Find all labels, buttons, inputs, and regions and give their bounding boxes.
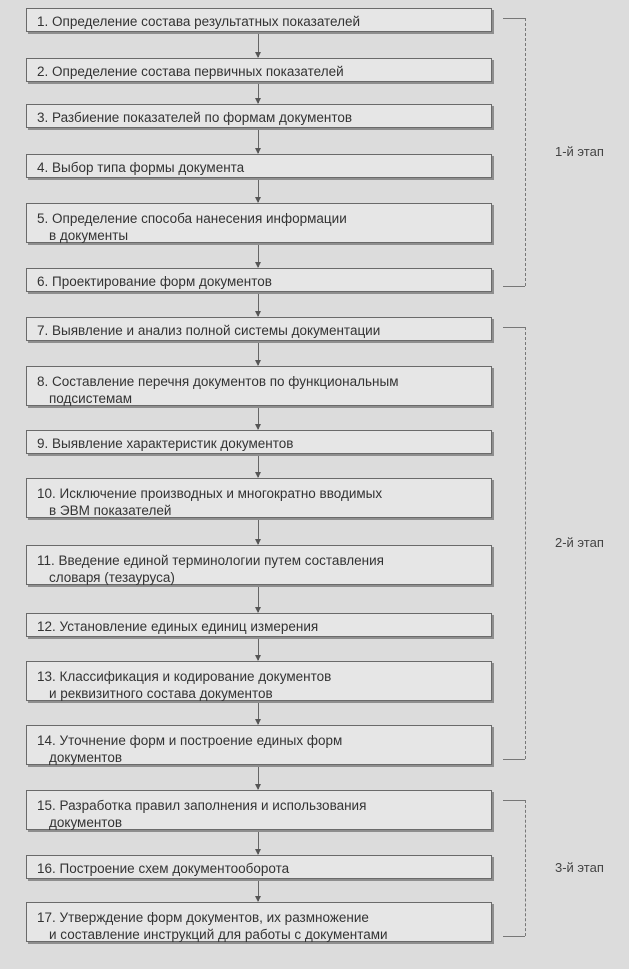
connector-arrow	[258, 456, 259, 477]
step-text: 9. Выявление характеристик документов	[37, 436, 294, 451]
step-text: подсистемам	[49, 391, 133, 406]
stage-bracket-bottom	[503, 286, 525, 287]
step-box-8	[26, 366, 492, 406]
step-text: 17. Утверждение форм документов, их размножение	[37, 910, 369, 925]
step-text: словаря (тезауруса)	[49, 570, 175, 585]
step-text: 16. Построение схем документооборота	[37, 861, 290, 876]
step-box-6	[26, 268, 492, 292]
step-box-10	[26, 478, 492, 518]
step-text: 5. Определение способа нанесения информации	[37, 211, 347, 226]
stage-bracket-top	[503, 18, 525, 19]
step-box-16	[26, 855, 492, 879]
step-text: 3. Разбиение показателей по формам документов	[37, 110, 353, 125]
connector-arrow	[258, 639, 259, 660]
connector-arrow	[258, 520, 259, 544]
connector-arrow	[258, 832, 259, 854]
connector-arrow	[258, 84, 259, 103]
step-text: в документы	[49, 228, 129, 243]
step-text: 4. Выбор типа формы документа	[37, 160, 245, 175]
step-box-17	[26, 902, 492, 942]
step-text: и реквизитного состава документов	[49, 686, 273, 701]
stage-label: 1-й этап	[555, 144, 604, 159]
step-text: 12. Установление единых единиц измерения	[37, 619, 319, 634]
stage-label: 3-й этап	[555, 860, 604, 875]
connector-arrow	[258, 34, 259, 57]
step-box-2	[26, 58, 492, 82]
step-text: 2. Определение состава первичных показателей	[37, 64, 344, 79]
step-box-7	[26, 317, 492, 341]
stage-bracket-bottom	[503, 936, 525, 937]
stage-bracket-top	[503, 800, 525, 801]
connector-arrow	[258, 767, 259, 789]
connector-arrow	[258, 703, 259, 724]
step-box-12	[26, 613, 492, 637]
step-text: 8. Составление перечня документов по функциональным	[37, 374, 399, 389]
connector-arrow	[258, 294, 259, 316]
step-box-1	[26, 8, 492, 32]
connector-arrow	[258, 130, 259, 153]
step-box-14	[26, 725, 492, 765]
step-text: 13. Классификация и кодирование документов	[37, 669, 332, 684]
stage-bracket-line	[525, 800, 526, 936]
step-text: документов	[49, 750, 122, 765]
step-text: и составление инструкций для работы с документами	[49, 927, 388, 942]
step-text: 15. Разработка правил заполнения и использования	[37, 798, 367, 813]
step-text: в ЭВМ показателей	[49, 503, 172, 518]
step-box-11	[26, 545, 492, 585]
step-text: 14. Уточнение форм и построение единых форм	[37, 733, 343, 748]
connector-arrow	[258, 408, 259, 429]
step-text: документов	[49, 815, 122, 830]
step-text: 7. Выявление и анализ полной системы документации	[37, 323, 381, 338]
connector-arrow	[258, 343, 259, 365]
stage-bracket-bottom	[503, 759, 525, 760]
step-box-13	[26, 661, 492, 701]
stage-label: 2-й этап	[555, 535, 604, 550]
stage-bracket-top	[503, 327, 525, 328]
connector-arrow	[258, 180, 259, 202]
stage-bracket-line	[525, 18, 526, 286]
step-box-15	[26, 790, 492, 830]
step-box-5	[26, 203, 492, 243]
connector-arrow	[258, 587, 259, 612]
connector-arrow	[258, 881, 259, 901]
stage-bracket-line	[525, 327, 526, 759]
step-box-3	[26, 104, 492, 128]
step-text: 11. Введение единой терминологии путем составления	[37, 553, 384, 568]
connector-arrow	[258, 245, 259, 267]
step-box-4	[26, 154, 492, 178]
step-box-9	[26, 430, 492, 454]
step-text: 1. Определение состава результатных показателей	[37, 14, 361, 29]
step-text: 6. Проектирование форм документов	[37, 274, 272, 289]
step-text: 10. Исключение производных и многократно вводимых	[37, 486, 383, 501]
